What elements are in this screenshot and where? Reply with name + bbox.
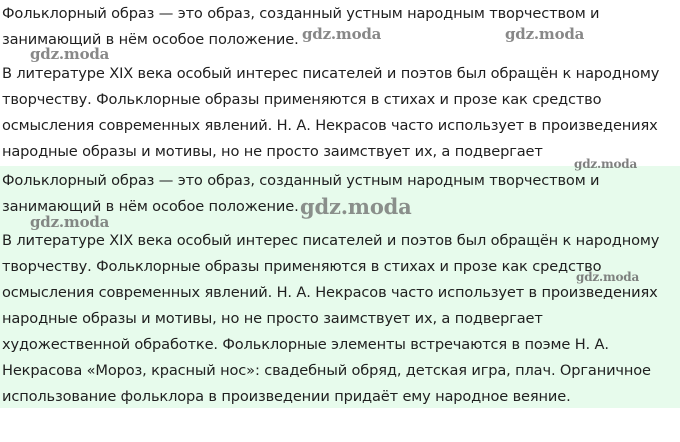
watermark: gdz.moda	[302, 25, 382, 43]
watermark: gdz.moda	[30, 213, 110, 231]
watermark: gdz.moda	[300, 194, 412, 219]
paragraph-body: В литературе XIX века особый интерес писателей и поэтов был обращён к народному творчеству. Фольклорные образы применяются в стихах и прозе как средство осмысления современных явлений. Н. А. Некрасов часто использует в произведениях народные образы и мотивы, но не просто заимствует их, а подвергает	[2, 65, 660, 160]
watermark: gdz.moda	[574, 157, 638, 171]
paragraph-definition: Фольклорный образ — это образ, созданный устным народным творчеством и занимающий в нём особое положение.	[2, 5, 600, 48]
paragraph-body: В литературе XIX века особый интерес писателей и поэтов был обращён к народному творчеству. Фольклорные образы применяются в стихах и прозе как средство осмысления современных явлений. Н. А. Некрасов часто использует в произведениях народные образы и мотивы, но не просто заимствует их, а подвергает художественной обработке. Фольклорные элементы встречаются в поэме Н. А. Некрасова «Мороз, красный нос»: свадебный обряд, детская игра, плач. Органичное использование фольклора в произведении придаёт ему народное веяние.	[2, 232, 660, 405]
watermark: gdz.moda	[576, 270, 640, 284]
watermark: gdz.moda	[30, 45, 110, 63]
watermark: gdz.moda	[505, 25, 585, 43]
paragraph-definition: Фольклорный образ — это образ, созданный устным народным творчеством и занимающий в нём особое положение.	[2, 172, 600, 215]
